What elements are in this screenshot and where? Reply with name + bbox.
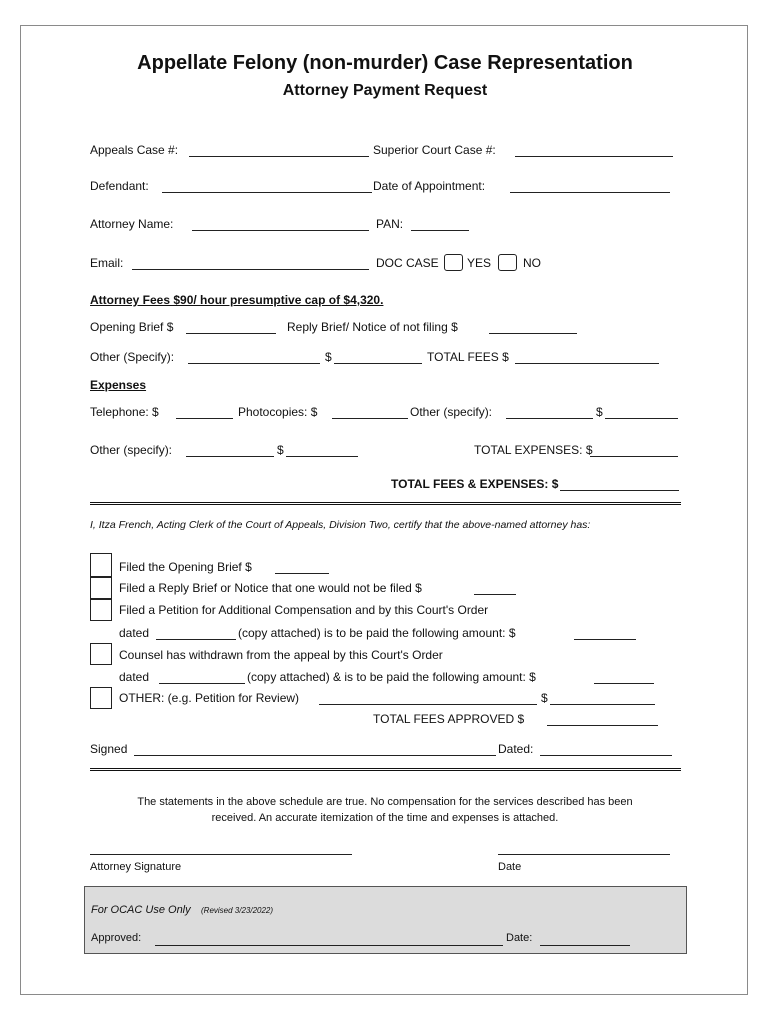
no-label: NO <box>523 256 541 270</box>
cert-reply-brief-amount[interactable] <box>474 594 516 595</box>
telephone-label: Telephone: $ <box>90 405 159 419</box>
expenses-other-label: Other (specify): <box>410 405 493 419</box>
expenses-other2-label: Other (specify): <box>90 443 173 457</box>
telephone-field[interactable] <box>176 418 233 419</box>
ocac-revised: (Revised 3/23/2022) <box>201 906 274 915</box>
ocac-label: For OCAC Use Only <box>91 904 191 916</box>
expenses-other2-field[interactable] <box>186 456 274 457</box>
cert-petition-amount-field[interactable] <box>574 639 636 640</box>
total-fees-field[interactable] <box>515 363 659 364</box>
defendant-label: Defendant: <box>90 179 149 193</box>
cert-withdrawn-amount-label: (copy attached) & is to be paid the following amount: $ <box>247 670 536 684</box>
cert-item-withdrawn: Counsel has withdrawn from the appeal by this Court's Order <box>119 648 443 662</box>
other-checkbox[interactable] <box>90 687 112 709</box>
doc-case-yes-checkbox[interactable] <box>444 254 463 271</box>
email-label: Email: <box>90 256 124 270</box>
appeals-case-field[interactable] <box>189 156 369 157</box>
fees-other-amount-field[interactable] <box>334 363 422 364</box>
expenses-heading: Expenses <box>90 378 147 392</box>
photocopies-field[interactable] <box>332 418 408 419</box>
ocac-date-field[interactable] <box>540 945 630 946</box>
doc-case-no-checkbox[interactable] <box>498 254 517 271</box>
attorney-name-label: Attorney Name: <box>90 217 174 231</box>
cert-opening-brief-amount[interactable] <box>275 573 329 574</box>
total-fees-expenses-label: TOTAL FEES & EXPENSES: $ <box>391 477 559 491</box>
reply-brief-field[interactable] <box>489 333 577 334</box>
cert-other-amount-field[interactable] <box>550 704 655 705</box>
cert-withdrawn-amount-field[interactable] <box>594 683 654 684</box>
expenses-other2-dollar: $ <box>277 443 284 457</box>
ocac-approved-label: Approved: <box>91 932 142 944</box>
expenses-other-dollar: $ <box>596 405 603 419</box>
total-fees-approved-field[interactable] <box>547 725 658 726</box>
cert-item-reply-brief: Filed a Reply Brief or Notice that one would not be filed $ <box>119 581 422 595</box>
attorney-date-field[interactable] <box>498 854 670 855</box>
defendant-field[interactable] <box>162 192 372 193</box>
fees-other-label: Other (Specify): <box>90 350 175 364</box>
email-field[interactable] <box>132 269 369 270</box>
signed-label: Signed <box>90 742 128 756</box>
page-subtitle: Attorney Payment Request <box>282 82 488 99</box>
doc-case-label: DOC CASE <box>376 256 439 270</box>
total-fees-expenses-field[interactable] <box>560 490 679 491</box>
attorney-date-label: Date <box>498 861 522 873</box>
divider-bottom <box>90 768 681 771</box>
fees-other-dollar: $ <box>325 350 332 364</box>
petition-checkbox[interactable] <box>90 599 112 621</box>
fees-other-field[interactable] <box>188 363 320 364</box>
cert-other-description-field[interactable] <box>319 704 537 705</box>
cert-item-opening-brief: Filed the Opening Brief $ <box>119 560 252 574</box>
reply-brief-checkbox[interactable] <box>90 577 112 599</box>
date-appointment-field[interactable] <box>510 192 670 193</box>
ocac-date-label: Date: <box>506 932 533 944</box>
superior-case-field[interactable] <box>515 156 673 157</box>
attorney-statement-line1: The statements in the above schedule are true. No compensation for the services described has been <box>137 796 633 808</box>
attorney-statement <box>70 794 700 826</box>
cert-other-dollar: $ <box>541 691 548 705</box>
reply-brief-label: Reply Brief/ Notice of not filing $ <box>287 320 458 334</box>
total-fees-label: TOTAL FEES $ <box>427 350 509 364</box>
yes-label: YES <box>467 256 492 270</box>
expenses-other-amount-field[interactable] <box>605 418 678 419</box>
date-appointment-label: Date of Appointment: <box>373 179 486 193</box>
attorney-signature-field[interactable] <box>90 854 352 855</box>
pan-field[interactable] <box>411 230 469 231</box>
attorney-statement-line2: received. An accurate itemization of the time and expenses is attached. <box>211 812 559 824</box>
total-expenses-field[interactable] <box>590 456 678 457</box>
opening-brief-label: Opening Brief $ <box>90 320 174 334</box>
opening-brief-field[interactable] <box>186 333 276 334</box>
cert-item-other: OTHER: (e.g. Petition for Review) <box>119 691 300 705</box>
cert-petition-amount-label: (copy attached) is to be paid the following amount: $ <box>238 626 516 640</box>
withdrawn-checkbox[interactable] <box>90 643 112 665</box>
superior-case-label: Superior Court Case #: <box>373 143 496 157</box>
signed-dated-label: Dated: <box>498 742 534 756</box>
cert-item-petition: Filed a Petition for Additional Compensation and by this Court's Order <box>119 603 489 617</box>
attorney-name-field[interactable] <box>192 230 369 231</box>
total-fees-approved-label: TOTAL FEES APPROVED $ <box>373 712 525 726</box>
total-expenses-label: TOTAL EXPENSES: $ <box>474 443 593 457</box>
cert-petition-date-field[interactable] <box>156 639 236 640</box>
ocac-use-box <box>84 886 687 954</box>
clerk-signature-field[interactable] <box>134 755 496 756</box>
attorney-fees-heading: Attorney Fees $90/ hour presumptive cap of $4,320. <box>90 293 384 307</box>
attorney-signature-label: Attorney Signature <box>90 861 182 873</box>
expenses-other2-amount-field[interactable] <box>286 456 358 457</box>
cert-withdrawn-date-field[interactable] <box>159 683 245 684</box>
clerk-certification-statement: I, Itza French, Acting Clerk of the Court of Appeals, Division Two, certify that the above-named attorney has: <box>90 519 591 531</box>
signed-date-field[interactable] <box>540 755 672 756</box>
pan-label: PAN: <box>376 217 404 231</box>
opening-brief-checkbox[interactable] <box>90 553 112 577</box>
cert-withdrawn-dated: dated <box>119 670 150 684</box>
page-title: Appellate Felony (non-murder) Case Representation <box>137 52 633 74</box>
ocac-approved-field[interactable] <box>155 945 503 946</box>
photocopies-label: Photocopies: $ <box>238 405 318 419</box>
form-page-border <box>20 25 748 995</box>
appeals-case-label: Appeals Case #: <box>90 143 179 157</box>
expenses-other-field[interactable] <box>506 418 593 419</box>
divider-top <box>90 502 681 505</box>
cert-petition-dated: dated <box>119 626 150 640</box>
